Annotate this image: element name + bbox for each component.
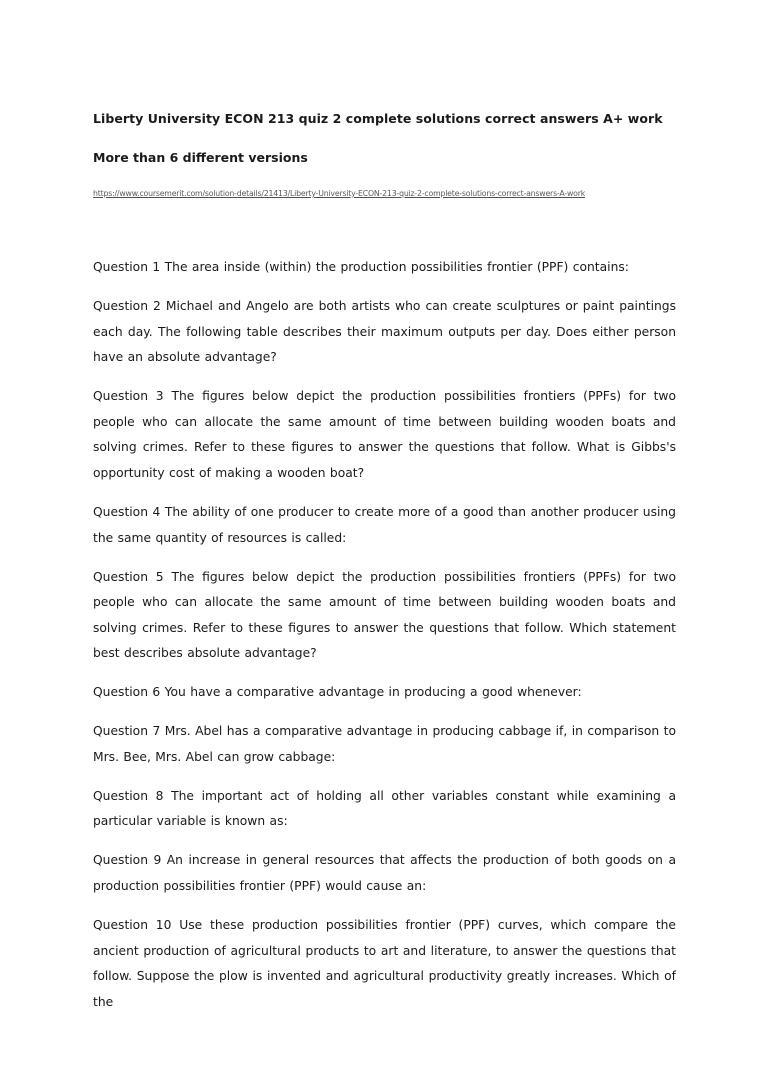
question-2: Question 2 Michael and Angelo are both artists who can create sculptures or paint paintings each day. The following table describes their maximum outputs per day. Does either person have an absolute advantage? [93,298,676,365]
question-9: Question 9 An increase in general resources that affects the production of both goods on a production possibilities frontier (PPF) would cause an: [93,853,676,893]
question-8: Question 8 The important act of holding all other variables constant while examining a particular variable is known as: [93,788,676,829]
question-4: Question 4 The ability of one producer to create more of a good than another producer using the same quantity of resources is called: [93,504,676,545]
question-6: Question 6 You have a comparative advantage in producing a good whenever: [93,685,582,700]
document-title: Liberty University ECON 213 quiz 2 complete solutions correct answers A+ work [93,111,663,126]
document-subtitle: More than 6 different versions [93,150,308,165]
solution-link[interactable]: https://www.coursemerit.com/solution-details/21413/Liberty-University-ECON-213-quiz-2-complete-solutions-correct-answers-A-work [93,189,586,198]
question-3: Question 3 The figures below depict the production possibilities frontiers (PPFs) for two people who can allocate the same amount of time between building wooden boats and solving crimes. Refer to these figures to answer the questions that follow. What is Gibbs's opportunity cost of making a wooden boat? [93,389,676,480]
question-10: Question 10 Use these production possibilities frontier (PPF) curves, which compare the ancient production of agricultural products to art and literature, to answer the questions that follow. Suppose the plow is invented and agricultural productivity greatly increases. Which of the [93,917,676,1009]
question-7: Question 7 Mrs. Abel has a comparative advantage in producing cabbage if, in comparison to Mrs. Bee, Mrs. Abel can grow cabbage: [93,724,676,764]
question-5: Question 5 The figures below depict the production possibilities frontiers (PPFs) for two people who can allocate the same amount of time between building wooden boats and solving crimes. Refer to these figures to answer the questions that follow. Which statement best describes absolute advantage? [93,569,676,661]
question-list [93,255,676,1029]
question-1: Question 1 The area inside (within) the production possibilities frontier (PPF) contains: [93,260,629,274]
